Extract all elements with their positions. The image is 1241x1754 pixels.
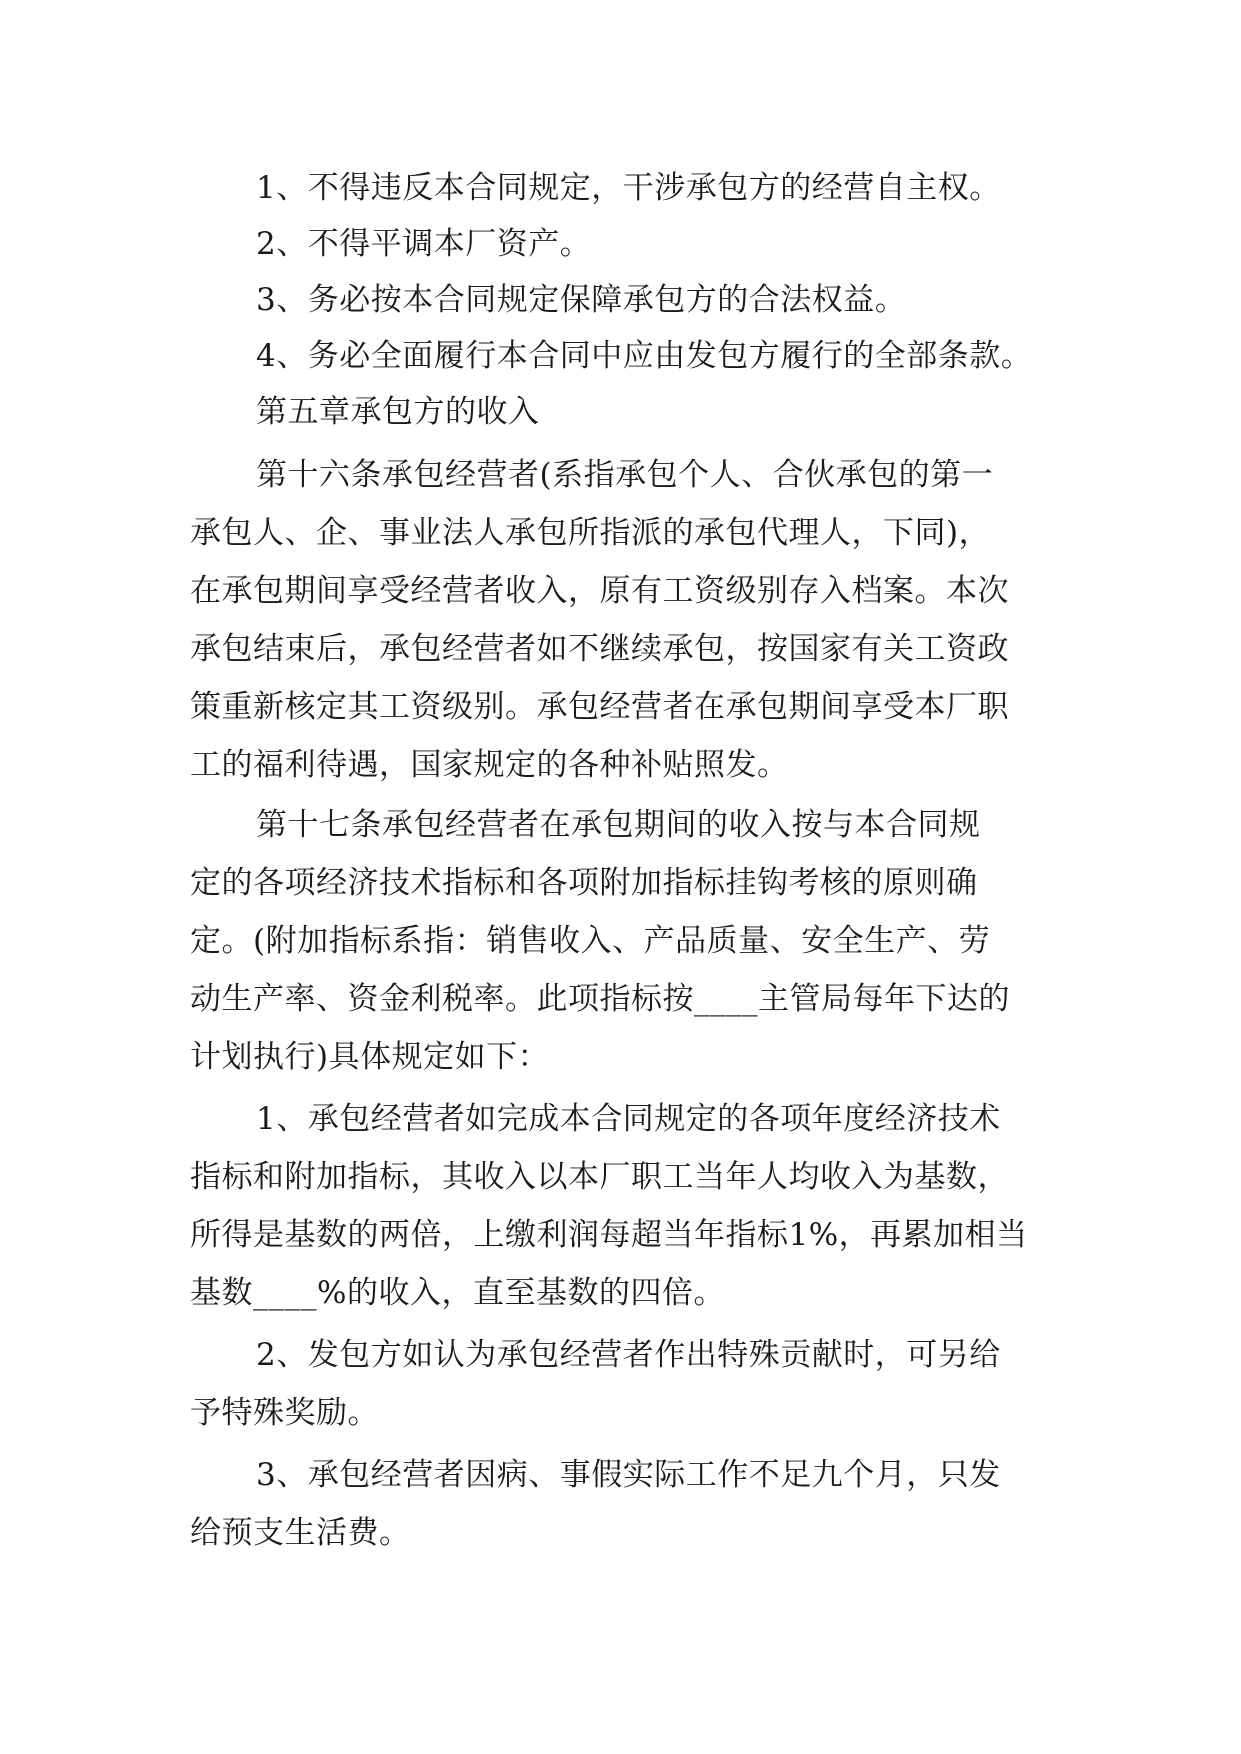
article-16-line-4: 承包结束后，承包经营者如不继续承包，按国家有关工资政 [190,631,1009,667]
clause-line-3: 3、务必按本合同规定保障承包方的合法权益。 [256,282,907,318]
article-16-line-5: 策重新核定其工资级别。承包经营者在承包期间享受本厂职 [190,689,1009,725]
article-16-line-3: 在承包期间享受经营者收入，原有工资级别存入档案。本次 [190,573,1009,609]
item-2-line-1: 2、发包方如认为承包经营者作出特殊贡献时，可另给 [256,1337,1001,1373]
article-16-line-6: 工的福利待遇，国家规定的各种补贴照发。 [190,747,789,783]
article-17-line-1: 第十七条承包经营者在承包期间的收入按与本合同规 [256,807,981,843]
item-1-line-3: 所得是基数的两倍，上缴利润每超当年指标1%，再累加相当 [190,1217,1028,1253]
article-17-line-5: 计划执行)具体规定如下： [190,1039,550,1075]
item-3-line-2: 给预支生活费。 [190,1515,411,1551]
item-1-line-2: 指标和附加指标，其收入以本厂职工当年人均收入为基数， [190,1159,1009,1195]
item-2-line-2: 予特殊奖励。 [190,1395,379,1431]
article-16-line-2: 承包人、企、事业法人承包所指派的承包代理人，下同)， [190,515,991,551]
article-17-line-3: 定。(附加指标系指：销售收入、产品质量、安全生产、劳 [190,923,991,959]
article-17-line-2: 定的各项经济技术指标和各项附加指标挂钩考核的原则确 [190,865,978,901]
article-16-line-1: 第十六条承包经营者(系指承包个人、合伙承包的第一 [256,457,994,493]
item-1-line-1: 1、承包经营者如完成本合同规定的各项年度经济技术 [256,1101,1001,1137]
item-1-line-4: 基数____%的收入，直至基数的四倍。 [190,1275,725,1311]
clause-line-4: 4、务必全面履行本合同中应由发包方履行的全部条款。 [256,338,1033,374]
clause-line-2: 2、不得平调本厂资产。 [256,226,592,262]
clause-line-1: 1、不得违反本合同规定，干涉承包方的经营自主权。 [256,170,1001,206]
article-17-line-4: 动生产率、资金利税率。此项指标按____主管局每年下达的 [190,981,1010,1017]
chapter-heading: 第五章承包方的收入 [256,394,540,430]
item-3-line-1: 3、承包经营者因病、事假实际工作不足九个月，只发 [256,1457,1001,1493]
